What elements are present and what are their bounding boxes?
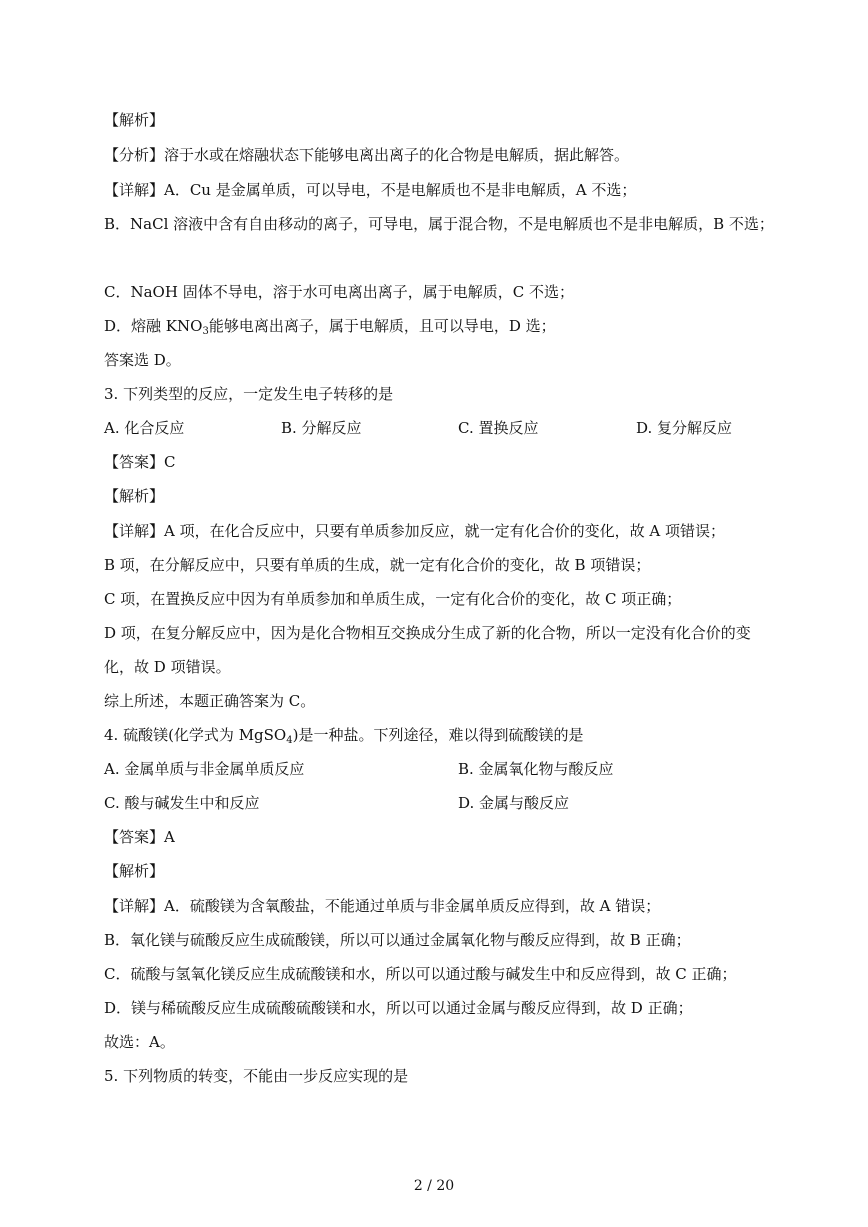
q4-jiexi-heading: 【解析】 — [104, 862, 165, 880]
q4-stem-post: )是一种盐。下列途径，难以得到硫酸镁的是 — [292, 726, 584, 744]
q3-detail-c: C 项，在置换反应中因为有单质参加和单质生成，一定有化合价的变化，故 C 项正确； — [104, 590, 682, 608]
q3-stem: 3. 下列类型的反应，一定发生电子转移的是 — [104, 385, 394, 403]
q3-option-a: A. 化合反应 — [104, 419, 185, 437]
q2-detail-a: 【详解】A．Cu 是金属单质，可以导电，不是电解质也不是非电解质，A 不选； — [104, 181, 637, 199]
q2-detail-d-sub: 3 — [202, 326, 209, 337]
q3-detail-d-line1: D 项，在复分解反应中，因为是化合物相互交换成分生成了新的化合物，所以一定没有化合价的变 — [104, 624, 751, 642]
q2-detail-b: B．NaCl 溶液中含有自由移动的离子，可导电，属于混合物，不是电解质也不是非电解质，B 不选； — [104, 215, 774, 233]
q4-stem — [104, 725, 583, 745]
q2-analysis: 【分析】溶于水或在熔融状态下能够电离出离子的化合物是电解质，据此解答。 — [104, 146, 630, 164]
q4-detail-b: B．氧化镁与硫酸反应生成硫酸镁，所以可以通过金属氧化物与酸反应得到，故 B 正确； — [104, 931, 691, 949]
q4-answer: 【答案】A — [104, 828, 175, 846]
q3-option-d: D. 复分解反应 — [636, 419, 733, 437]
q3-detail-d-line2: 化，故 D 项错误。 — [104, 658, 231, 676]
q4-stem-sub: 4 — [286, 735, 293, 746]
q2-detail-d-pre: D．熔融 KNO — [104, 317, 203, 335]
q4-option-a: A. 金属单质与非金属单质反应 — [104, 760, 305, 778]
q4-option-b: B. 金属氧化物与酸反应 — [458, 760, 614, 778]
q2-detail-c: C．NaOH 固体不导电，溶于水可电离出离子，属于电解质，C 不选； — [104, 283, 574, 301]
q3-answer: 【答案】C — [104, 453, 176, 471]
q4-detail-d: D．镁与稀硫酸反应生成硫酸硫酸镁和水，所以可以通过金属与酸反应得到，故 D 正确； — [104, 999, 693, 1017]
q4-option-c: C. 酸与碱发生中和反应 — [104, 794, 260, 812]
q3-option-b: B. 分解反应 — [281, 419, 362, 437]
page-number: 2 / 20 — [413, 1178, 455, 1194]
q4-detail-c: C．硫酸与氢氧化镁反应生成硫酸镁和水，所以可以通过酸与碱发生中和反应得到，故 C 正确； — [104, 965, 737, 983]
q4-detail-a: 【详解】A．硫酸镁为含氧酸盐，不能通过单质与非金属单质反应得到，故 A 错误； — [104, 897, 661, 915]
q4-stem-pre: 4. 硫酸镁(化学式为 MgSO — [104, 726, 287, 744]
q3-summary: 综上所述，本题正确答案为 C。 — [104, 692, 316, 710]
q2-detail-d — [104, 316, 556, 336]
q2-jiexi-heading: 【解析】 — [104, 111, 165, 129]
q4-option-d: D. 金属与酸反应 — [458, 794, 570, 812]
q5-stem: 5. 下列物质的转变，不能由一步反应实现的是 — [104, 1067, 409, 1085]
q2-answer-line: 答案选 D。 — [104, 351, 181, 369]
q3-detail-a: 【详解】A 项，在化合反应中，只要有单质参加反应，就一定有化合价的变化，故 A 项错误； — [104, 522, 725, 540]
q3-jiexi-heading: 【解析】 — [104, 487, 165, 505]
q4-choice: 故选：A。 — [104, 1033, 175, 1051]
q3-detail-b: B 项，在分解反应中，只要有单质的生成，就一定有化合价的变化，故 B 项错误； — [104, 556, 651, 574]
q3-option-c: C. 置换反应 — [458, 419, 539, 437]
q2-detail-d-post: 能够电离出离子，属于电解质，且可以导电，D 选； — [208, 317, 556, 335]
